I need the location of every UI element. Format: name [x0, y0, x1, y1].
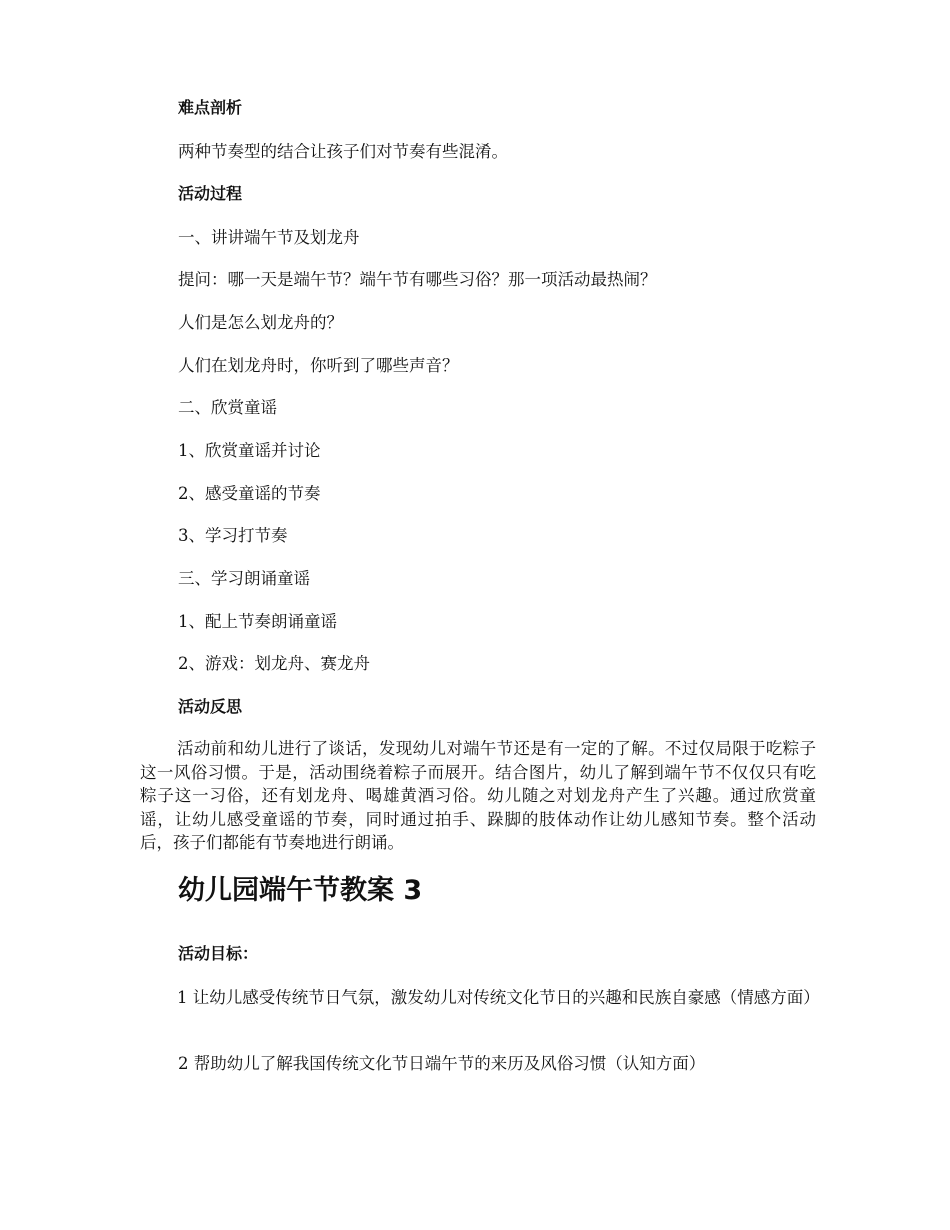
- process-line: 人们是怎么划龙舟的？: [178, 313, 343, 332]
- process-line: 提问：哪一天是端午节？端午节有哪些习俗？那一项活动最热闹？: [178, 270, 657, 289]
- reflection-title: 活动反思: [178, 697, 243, 716]
- process-line: 2、游戏：划龙舟、赛龙舟: [178, 654, 370, 673]
- process-line: 3、学习打节奏: [178, 526, 288, 545]
- process-line: 1、配上节奏朗诵童谣: [178, 612, 337, 631]
- lesson-heading: 幼儿园端午节教案 3: [178, 875, 423, 906]
- goals-title: 活动目标：: [178, 944, 259, 963]
- goal-item: 2 帮助幼儿了解我国传统文化节日端午节的来历及风俗习惯（认知方面）: [178, 1054, 706, 1073]
- process-line: 三、学习朗诵童谣: [178, 569, 310, 588]
- process-line: 1、欣赏童谣并讨论: [178, 441, 321, 460]
- process-title: 活动过程: [178, 184, 243, 203]
- process-line: 2、感受童谣的节奏: [178, 484, 321, 503]
- process-line: 二、欣赏童谣: [178, 398, 277, 417]
- reflection-paragraph: 活动前和幼儿进行了谈话，发现幼儿对端午节还是有一定的了解。不过仅局限于吃粽子这一风俗习惯。于是，活动围绕着粽子而展开。结合图片，幼儿了解到端午节不仅仅只有吃粽子这一习俗，还有划龙舟、喝雄黄酒习俗。幼儿随之对划龙舟产生了兴趣。通过欣赏童谣，让幼儿感受童谣的节奏，同时通过拍手、跺脚的肢体动作让幼儿感知节奏。整个活动后，孩子们都能有节奏地进行朗诵。: [140, 739, 816, 852]
- process-line: 人们在划龙舟时，你听到了哪些声音？: [178, 356, 459, 375]
- process-line: 一、讲讲端午节及划龙舟: [178, 228, 360, 247]
- difficulty-text: 两种节奏型的结合让孩子们对节奏有些混淆。: [178, 142, 508, 161]
- difficulty-title: 难点剖析: [178, 98, 243, 117]
- goal-item: 1 让幼儿感受传统节日气氛，激发幼儿对传统文化节日的兴趣和民族自豪感（情感方面）: [177, 988, 820, 1007]
